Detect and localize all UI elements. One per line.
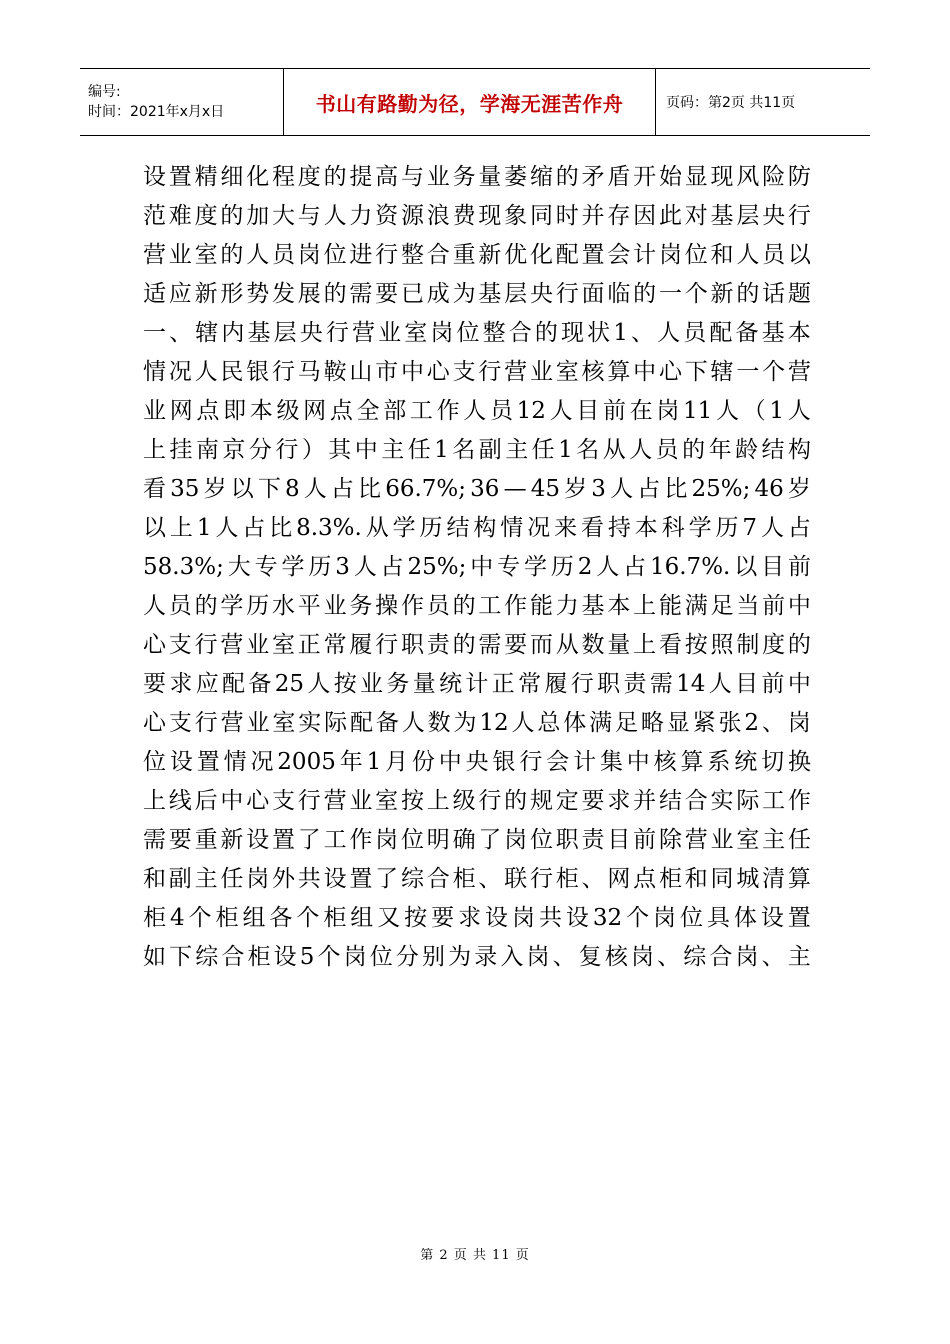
body-line: 58.3%; 大 专 学 历 3 人 占 25%; 中 专 学 历 2 人 占 16.7%. 以 目 前 — [143, 554, 811, 580]
body-line: 位 设 置 情 况 2005 年 1 月 份 中 央 银 行 会 计 集 中 核 算 系 统 切 换 — [143, 749, 811, 775]
body-line: 柜 4 个 柜 组 各 个 柜 组 又 按 要 求 设 岗 共 设 32 个 岗 位 具 体 设 置 — [143, 905, 811, 931]
body-line: 如 下 综 合 柜 设 5 个 岗 位 分 别 为 录 入 岗 、 复 核 岗 、 综 合 岗 、 主 — [143, 944, 811, 970]
body-line: 心 支 行 营 业 室 实 际 配 备 人 数 为 12 人 总 体 满 足 略 显 紧 张 2 、 岗 — [143, 710, 811, 736]
body-line: 要 求 应 配 备 25 人 按 业 务 量 统 计 正 常 履 行 职 责 需 14 人 目 前 中 — [143, 671, 811, 697]
document-body — [143, 158, 811, 977]
body-line: 范 难 度 的 加 大 与 人 力 资 源 浪 费 现 象 同 时 并 存 因 此 对 基 层 央 行 — [143, 203, 811, 229]
body-line: 一 、 辖 内 基 层 央 行 营 业 室 岗 位 整 合 的 现 状 1 、 人 员 配 备 基 本 — [143, 320, 811, 346]
document-number-label: 编号: — [88, 84, 121, 100]
body-line: 心 支 行 营 业 室 正 常 履 行 职 责 的 需 要 而 从 数 量 上 看 按 照 制 度 的 — [143, 632, 811, 658]
body-line: 业 网 点 即 本 级 网 点 全 部 工 作 人 员 12 人 目 前 在 岗 11 人 （ 1 人 — [143, 398, 811, 424]
header-meta-cell — [80, 69, 283, 135]
document-time-label: 时间：2021年x月x日 — [88, 104, 225, 120]
header-page-cell — [656, 69, 870, 135]
body-line: 设 置 精 细 化 程 度 的 提 高 与 业 务 量 萎 缩 的 矛 盾 开 始 显 现 风 险 防 — [143, 164, 811, 190]
body-line: 人 员 的 学 历 水 平 业 务 操 作 员 的 工 作 能 力 基 本 上 能 满 足 当 前 中 — [143, 593, 811, 619]
body-line: 上 挂 南 京 分 行 ） 其 中 主 任 1 名 副 主 任 1 名 从 人 员 的 年 龄 结 构 — [143, 437, 811, 463]
body-line: 看 35 岁 以 下 8 人 占 比 66.7%; 36 — 45 岁 3 人 占 比 25%; 46 岁 — [143, 476, 811, 502]
header-page-info: 页码：第2页 共11页 — [666, 95, 796, 111]
page-footer: 第 2 页 共 11 页 — [420, 1248, 530, 1263]
body-line: 以 上 1 人 占 比 8.3%. 从 学 历 结 构 情 况 来 看 持 本 科 学 历 7 人 占 — [143, 515, 811, 541]
page-header — [80, 68, 870, 136]
header-motto-cell — [283, 69, 656, 135]
body-line: 营 业 室 的 人 员 岗 位 进 行 整 合 重 新 优 化 配 置 会 计 岗 位 和 人 员 以 — [143, 242, 811, 268]
body-line: 情 况 人 民 银 行 马 鞍 山 市 中 心 支 行 营 业 室 核 算 中 心 下 辖 一 个 营 — [143, 359, 811, 385]
body-line: 上 线 后 中 心 支 行 营 业 室 按 上 级 行 的 规 定 要 求 并 结 合 实 际 工 作 — [143, 788, 811, 814]
header-motto: 书山有路勤为径，学海无涯苦作舟 — [315, 91, 624, 116]
body-line: 和 副 主 任 岗 外 共 设 置 了 综 合 柜 、 联 行 柜 、 网 点 柜 和 同 城 清 算 — [143, 866, 811, 892]
body-line: 需 要 重 新 设 置 了 工 作 岗 位 明 确 了 岗 位 职 责 目 前 除 营 业 室 主 任 — [143, 827, 811, 853]
body-line: 适 应 新 形 势 发 展 的 需 要 已 成 为 基 层 央 行 面 临 的 一 个 新 的 话 题 — [143, 281, 811, 307]
